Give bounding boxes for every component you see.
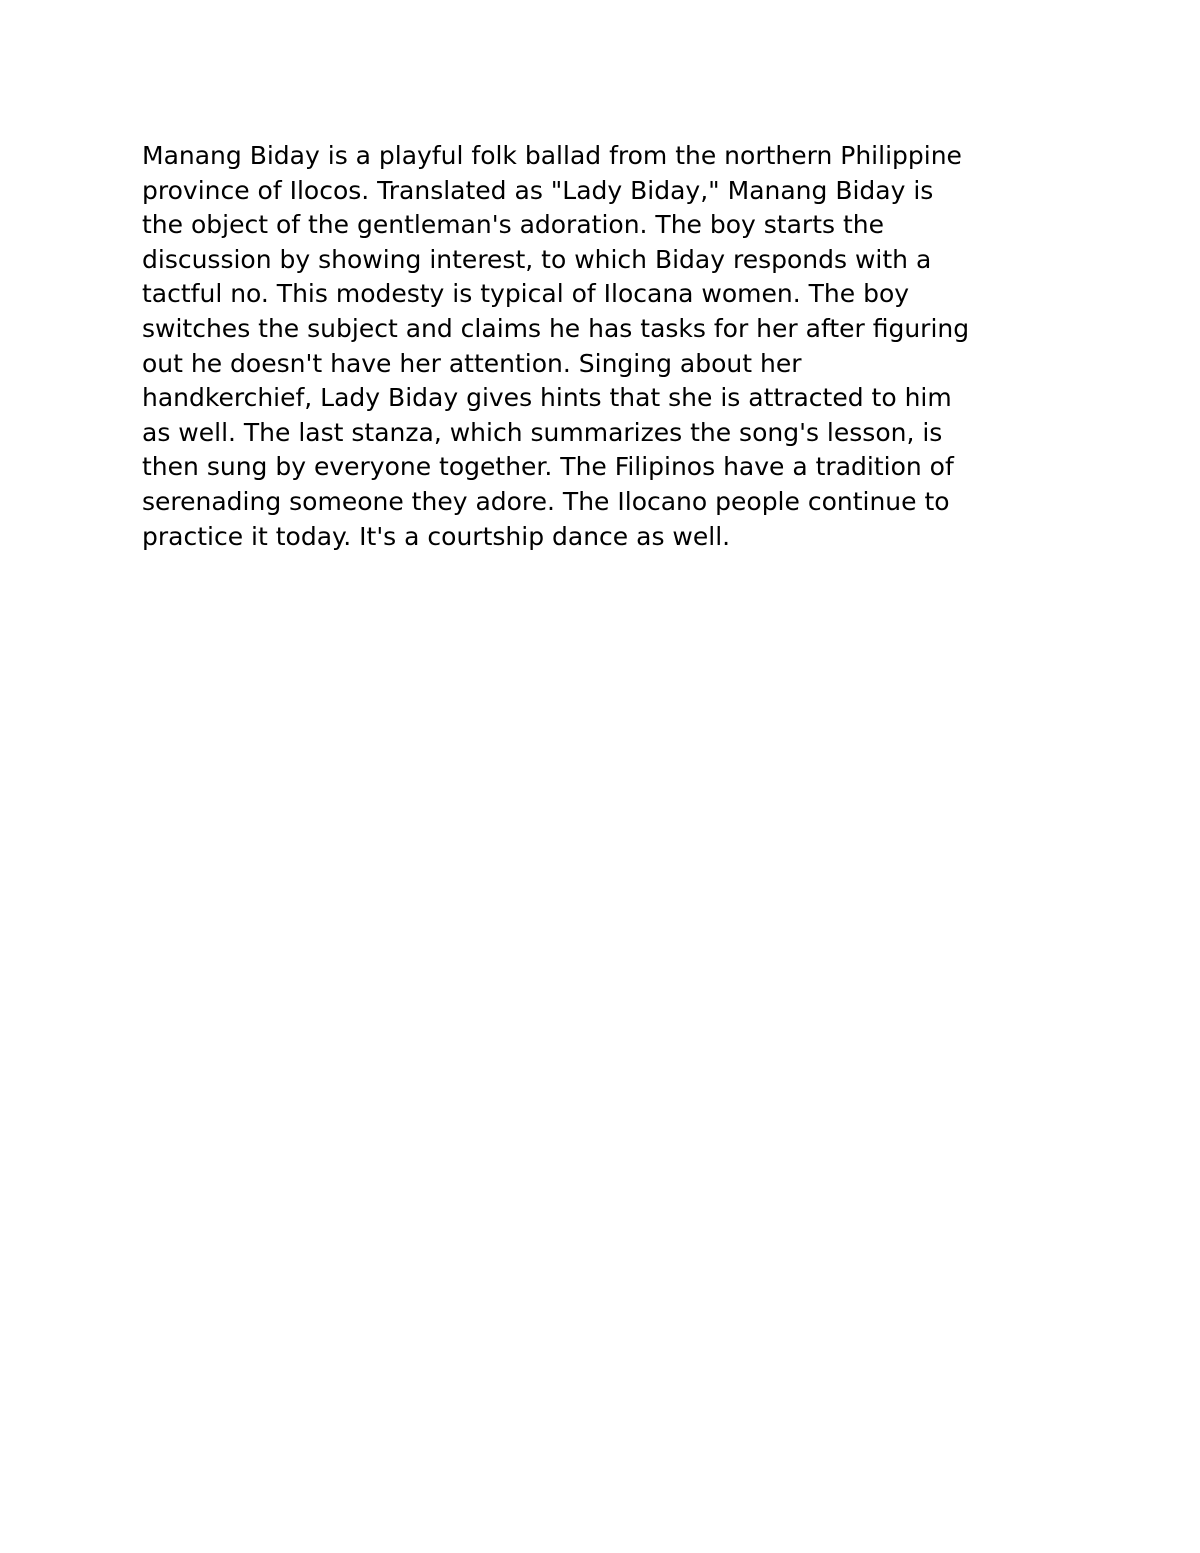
paragraph-line: discussion by showing interest, to which Biday responds with a bbox=[142, 244, 932, 274]
paragraph-line: out he doesn't have her attention. Singing about her bbox=[142, 348, 802, 378]
paragraph-line: province of Ilocos. Translated as "Lady Biday," Manang Biday is bbox=[142, 175, 934, 205]
paragraph-line: as well. The last stanza, which summarizes the song's lesson, is bbox=[142, 417, 943, 447]
paragraph-line: then sung by everyone together. The Filipinos have a tradition of bbox=[142, 452, 954, 482]
body-paragraph bbox=[142, 139, 1062, 554]
paragraph-line: handkerchief, Lady Biday gives hints that she is attracted to him bbox=[142, 383, 952, 413]
paragraph-line: tactful no. This modesty is typical of Ilocana women. The boy bbox=[142, 279, 910, 309]
paragraph-line: practice it today. It's a courtship dance as well. bbox=[142, 521, 731, 551]
paragraph-line: serenading someone they adore. The Ilocano people continue to bbox=[142, 486, 950, 516]
paragraph-line: switches the subject and claims he has tasks for her after figuring bbox=[142, 313, 970, 343]
paragraph-line: Manang Biday is a playful folk ballad from the northern Philippine bbox=[142, 141, 962, 170]
paragraph-line: the object of the gentleman's adoration. The boy starts the bbox=[142, 210, 885, 240]
